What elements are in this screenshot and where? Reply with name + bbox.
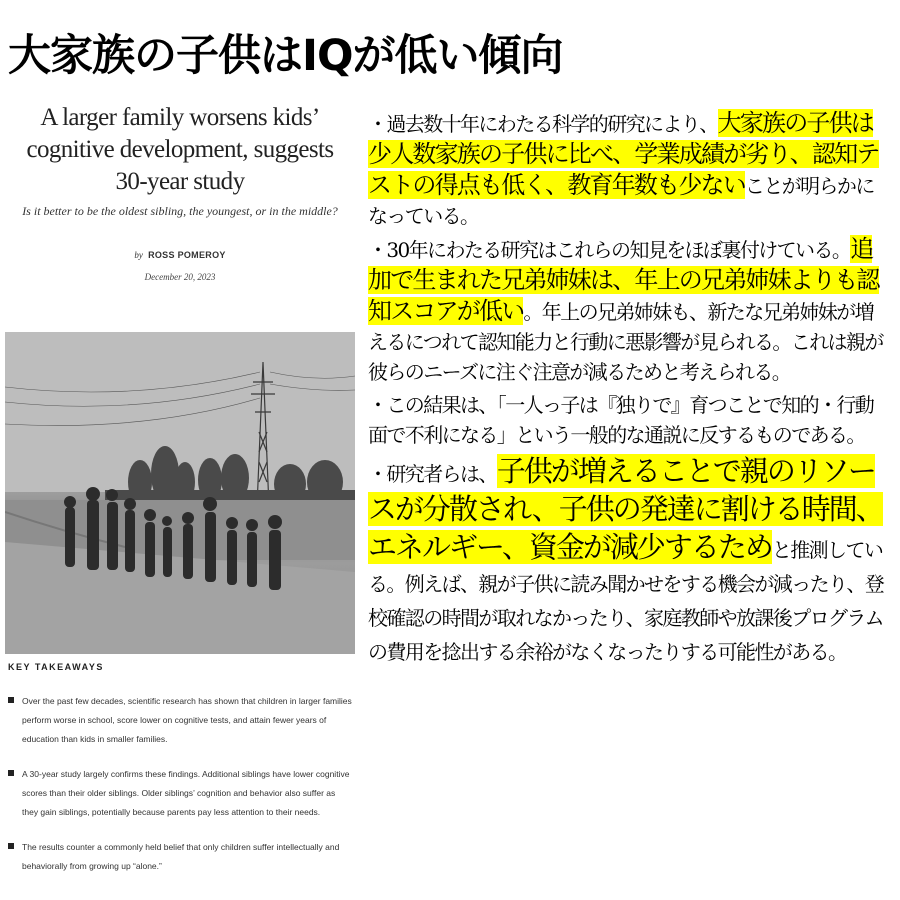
key-takeaways-label: KEY TAKEAWAYS [8,662,104,672]
paragraph-text: 。年上の兄弟姉妹も、新たな兄弟姉妹が増えるにつれて認知能力と行動に悪影響が見られる。これは親が彼らのニーズに注ぐ注意が減るためと考えられる。 [368,300,883,384]
key-takeaways-list [8,692,353,892]
author-name: ROSS POMEROY [148,250,226,260]
article-screenshot [0,92,360,900]
summary-paragraph-3: ・この結果は、「一人っ子は『独りで』育つことで知的・行動面で不利になる」という一般的な通説に反するものである。 [368,393,874,447]
paragraph-text: と推測している。例えば、親が子供に読み聞かせをする機会が減ったり、登校確認の時間が取れなかったり、家庭教師や放課後プログラムの費用を捻出する余裕がなくなったりする可能性がある。 [368,538,884,664]
paragraph-text: ・研究者らは、 [368,462,497,486]
japanese-summary [368,108,890,672]
takeaway-item [8,765,353,822]
byline [0,250,360,260]
paragraph-text: ・30年にわたる研究はこれらの知見をほぼ裏付けている。 [368,238,851,262]
bullet-square-icon [8,697,14,703]
takeaway-text: A 30-year study largely confirms these findings. Additional siblings have lower cognitive scores than their older siblings. Older siblings’ cognition and behavior also suffer as they gain siblings, potentially because parents pay less attention to their needs. [22,769,350,817]
paragraph-text: ことが明らかになっている。 [368,174,874,228]
takeaway-text: The results counter a commonly held belief that only children suffer intellectually and behaviorally from growing up “alone.” [22,842,340,871]
article-subhead: Is it better to be the oldest sibling, the youngest, or in the middle? [22,204,338,218]
article-headline: A larger family worsens kids’ cognitive development, suggests 30-year study [26,104,334,195]
bullet-square-icon [8,843,14,849]
photo-scene [5,332,355,654]
page-title: 大家族の子供はIQが低い傾向 [8,31,563,81]
byline-prefix: by [134,250,143,260]
summary-paragraph-2 [368,234,890,387]
highlighted-text: 追加で生まれた兄弟姉妹は、年上の兄弟姉妹よりも認知スコアが低い [368,235,879,325]
highlighted-text: 大家族の子供は少人数家族の子供に比べ、学業成績が劣り、認知テストの得点も低く、教育年数も少ない [368,109,879,199]
article-photo [5,332,355,654]
highlighted-text: 子供が増えることで親のリソースが分散され、子供の発達に割ける時間、エネルギー、資金が減少するため [368,454,883,564]
takeaway-item [8,838,353,876]
takeaway-text: Over the past few decades, scientific research has shown that children in larger families perform worse in school, score lower on cognitive tests, and attain fewer years of education than kids in smaller families. [22,696,352,744]
paragraph-text: ・過去数十年にわたる科学的研究により、 [368,112,718,136]
summary-paragraph-4 [368,453,890,669]
summary-paragraph-1 [368,108,890,231]
publish-date: December 20, 2023 [144,272,216,282]
takeaway-item [8,692,353,749]
bullet-square-icon [8,770,14,776]
